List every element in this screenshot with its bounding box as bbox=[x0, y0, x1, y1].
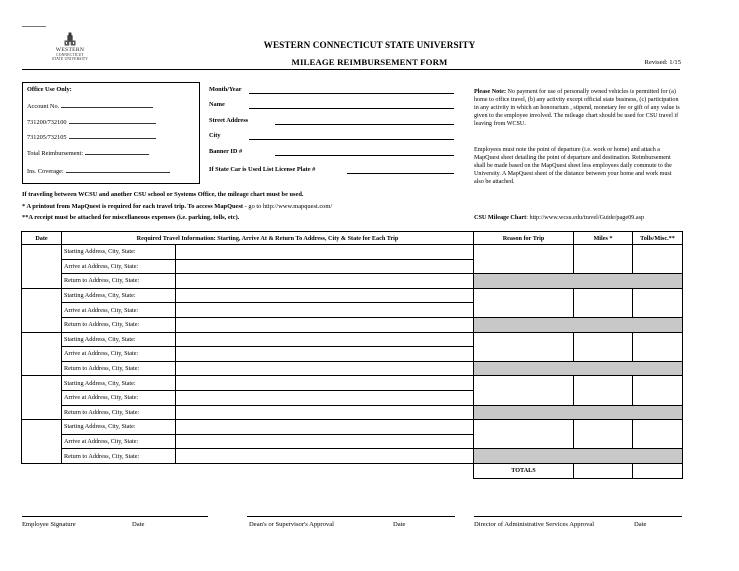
table-row bbox=[22, 288, 683, 303]
instruction-mapquest-bold: * A printout from MapQuest is required for each travel trip. To access MapQuest bbox=[22, 203, 244, 210]
header-miles: Miles * bbox=[574, 232, 633, 245]
month-year-input[interactable] bbox=[249, 93, 454, 94]
trip-date-cell[interactable] bbox=[22, 245, 62, 289]
header-reason: Reason for Trip bbox=[474, 232, 574, 245]
trip-address-input[interactable] bbox=[176, 288, 474, 303]
total-reimbursement-label: Total Reimbursement: bbox=[27, 150, 84, 157]
trip-address-label: Arrive at Address, City, State: bbox=[62, 347, 176, 362]
trip-address-label: Return to Address, City, State: bbox=[62, 449, 176, 464]
trip-address-input[interactable] bbox=[176, 434, 474, 449]
trip-miles-cell[interactable] bbox=[574, 420, 633, 449]
trip-date-cell[interactable] bbox=[22, 332, 62, 376]
table-row bbox=[22, 274, 683, 289]
trip-address-label: Starting Address, City, State: bbox=[62, 376, 176, 391]
trip-address-label: Arrive at Address, City, State: bbox=[62, 434, 176, 449]
trip-address-input[interactable] bbox=[176, 274, 474, 289]
trip-tolls-cell[interactable] bbox=[633, 420, 683, 449]
office-use-box bbox=[22, 82, 200, 184]
travel-table bbox=[21, 231, 683, 479]
trip-address-label: Arrive at Address, City, State: bbox=[62, 303, 176, 318]
trip-date-cell[interactable] bbox=[22, 288, 62, 332]
mapquest-note: Employees must note the point of departure (i.e. work or home) and attach a MapQuest sheet detailing the point of departure and destination. Reimbursement shall be made based on the MapQuest sheet less employees daily commute to the University. A MapQuest sheet of the distance between your home and work must also be attached. bbox=[474, 147, 672, 185]
trip-miles-cell[interactable] bbox=[574, 245, 633, 274]
code1-label: 731200/732100 bbox=[27, 119, 67, 126]
table-row bbox=[22, 361, 683, 376]
instruction-csu: If traveling between WCSU and another CSU school or Systems Office, the mileage chart must be used. bbox=[22, 191, 304, 198]
trip-tolls-cell[interactable] bbox=[633, 245, 683, 274]
logo-text-connecticut: CONNECTICUT bbox=[56, 53, 84, 57]
code2-field[interactable] bbox=[27, 133, 156, 141]
code1-field[interactable] bbox=[27, 118, 156, 126]
trip-reason-cell[interactable] bbox=[474, 332, 574, 361]
table-row bbox=[22, 449, 683, 464]
form-title: MILEAGE REIMBURSEMENT FORM bbox=[291, 57, 448, 67]
table-row bbox=[22, 376, 683, 391]
total-reimbursement-field[interactable] bbox=[27, 149, 149, 157]
header-travel-info: Required Travel Information: Starting, Arrive At & Return To Address, City & State for Each Trip bbox=[62, 232, 474, 245]
trip-address-label: Arrive at Address, City, State: bbox=[62, 390, 176, 405]
banner-id-input[interactable] bbox=[275, 155, 454, 156]
corner-rule bbox=[22, 26, 46, 27]
trip-address-input[interactable] bbox=[176, 303, 474, 318]
street-address-input[interactable] bbox=[275, 124, 454, 125]
trip-reason-cell[interactable] bbox=[474, 288, 574, 317]
trip-tolls-cell[interactable] bbox=[633, 376, 683, 405]
trip-reason-cell[interactable] bbox=[474, 245, 574, 274]
mileage-chart-label: CSU Mileage Chart bbox=[474, 214, 527, 221]
trip-address-input[interactable] bbox=[176, 361, 474, 376]
trip-address-input[interactable] bbox=[176, 390, 474, 405]
please-note-label: Please Note: bbox=[474, 89, 506, 95]
totals-label: TOTALS bbox=[474, 463, 574, 478]
return-shaded-cell bbox=[474, 449, 683, 464]
trip-address-input[interactable] bbox=[176, 317, 474, 332]
header-tolls: Tolls/Misc.** bbox=[633, 232, 683, 245]
revised-date: Revised: 1/15 bbox=[644, 59, 681, 66]
trip-address-label: Return to Address, City, State: bbox=[62, 361, 176, 376]
table-header-row bbox=[22, 232, 683, 245]
banner-id-label: Banner ID # bbox=[209, 148, 243, 155]
trip-address-label: Return to Address, City, State: bbox=[62, 405, 176, 420]
trip-address-label: Starting Address, City, State: bbox=[62, 420, 176, 435]
account-no-label: Account No. bbox=[27, 103, 60, 110]
mileage-chart-link[interactable] bbox=[474, 214, 644, 221]
trip-address-input[interactable] bbox=[176, 259, 474, 274]
ins-coverage-label: Ins. Coverage: bbox=[27, 168, 64, 175]
mileage-chart-url: : http://www.wcsu.edu/travel/Guide/page09.asp bbox=[526, 214, 645, 221]
trip-address-input[interactable] bbox=[176, 245, 474, 260]
trip-tolls-cell[interactable] bbox=[633, 332, 683, 361]
logo-text-state: STATE UNIVERSITY bbox=[51, 57, 89, 61]
table-row bbox=[22, 245, 683, 260]
city-input[interactable] bbox=[249, 139, 454, 140]
trip-address-label: Starting Address, City, State: bbox=[62, 288, 176, 303]
trip-address-input[interactable] bbox=[176, 405, 474, 420]
trip-address-label: Starting Address, City, State: bbox=[62, 332, 176, 347]
director-date-label: Date bbox=[634, 521, 647, 528]
trip-date-cell[interactable] bbox=[22, 420, 62, 464]
return-shaded-cell bbox=[474, 317, 683, 332]
office-use-title: Office Use Only: bbox=[27, 86, 72, 93]
return-shaded-cell bbox=[474, 274, 683, 289]
trip-address-label: Return to Address, City, State: bbox=[62, 317, 176, 332]
trip-address-input[interactable] bbox=[176, 347, 474, 362]
trip-address-input[interactable] bbox=[176, 376, 474, 391]
return-shaded-cell bbox=[474, 361, 683, 376]
trip-date-cell[interactable] bbox=[22, 376, 62, 420]
trip-miles-cell[interactable] bbox=[574, 288, 633, 317]
totals-spacer bbox=[22, 463, 474, 478]
trip-address-input[interactable] bbox=[176, 420, 474, 435]
account-no-field[interactable] bbox=[27, 102, 153, 110]
director-approval-label: Director of Administrative Services Approval bbox=[474, 521, 595, 528]
employee-signature-line[interactable] bbox=[22, 516, 208, 517]
street-address-label: Street Address bbox=[209, 117, 249, 124]
license-plate-input[interactable] bbox=[347, 173, 454, 174]
director-approval-line[interactable] bbox=[474, 516, 682, 517]
trip-address-label: Return to Address, City, State: bbox=[62, 274, 176, 289]
logo-text-western: WESTERN bbox=[55, 47, 85, 53]
trip-miles-cell[interactable] bbox=[574, 332, 633, 361]
name-label: Name bbox=[209, 101, 225, 108]
please-note-text bbox=[474, 88, 682, 128]
name-input[interactable] bbox=[249, 108, 454, 109]
trip-miles-cell[interactable] bbox=[574, 376, 633, 405]
employee-date-label: Date bbox=[132, 521, 145, 528]
instruction-mapquest-url: - go to http://www.mapquest.com/ bbox=[243, 203, 333, 210]
license-plate-label: If State Car is Used List License Plate # bbox=[209, 166, 316, 173]
month-year-label: Month/Year bbox=[209, 86, 242, 93]
header-rule bbox=[22, 69, 680, 70]
totals-row bbox=[22, 463, 683, 478]
dean-date-label: Date bbox=[393, 521, 406, 528]
ins-coverage-field[interactable] bbox=[27, 167, 170, 175]
trip-address-label: Arrive at Address, City, State: bbox=[62, 259, 176, 274]
university-title: WESTERN CONNECTICUT STATE UNIVERSITY bbox=[263, 40, 476, 50]
trip-tolls-cell[interactable] bbox=[633, 288, 683, 317]
table-row bbox=[22, 420, 683, 435]
employee-signature-label: Employee Signature bbox=[22, 521, 76, 528]
table-row bbox=[22, 332, 683, 347]
please-note-body: No payment for use of personally owned vehicles is permitted for (a) home to office travel, (b) any activity except official state business, (c) participation in any activity in which an honorarium , stipend, monetary fee or gift of any value is given to the employee involved. The mileage chart should be used for CSU travel if leaving from WCSU. bbox=[474, 89, 680, 127]
trip-reason-cell[interactable] bbox=[474, 420, 574, 449]
total-tolls-cell[interactable] bbox=[633, 463, 683, 478]
return-shaded-cell bbox=[474, 405, 683, 420]
total-miles-cell[interactable] bbox=[574, 463, 633, 478]
dean-approval-label: Dean's or Supervisor's Approval bbox=[249, 521, 334, 528]
instruction-mapquest bbox=[22, 203, 332, 210]
header-date: Date bbox=[22, 232, 62, 245]
dean-approval-line[interactable] bbox=[247, 516, 455, 517]
trip-address-input[interactable] bbox=[176, 449, 474, 464]
trip-rows bbox=[22, 245, 683, 479]
trip-reason-cell[interactable] bbox=[474, 376, 574, 405]
city-label: City bbox=[209, 132, 221, 139]
instruction-receipt: **A receipt must be attached for miscellaneous expenses (i.e. parking, tolls, etc). bbox=[22, 214, 240, 221]
trip-address-input[interactable] bbox=[176, 332, 474, 347]
code2-label: 731205/732105 bbox=[27, 134, 67, 141]
table-row bbox=[22, 405, 683, 420]
trip-address-label: Starting Address, City, State: bbox=[62, 245, 176, 260]
table-row bbox=[22, 317, 683, 332]
